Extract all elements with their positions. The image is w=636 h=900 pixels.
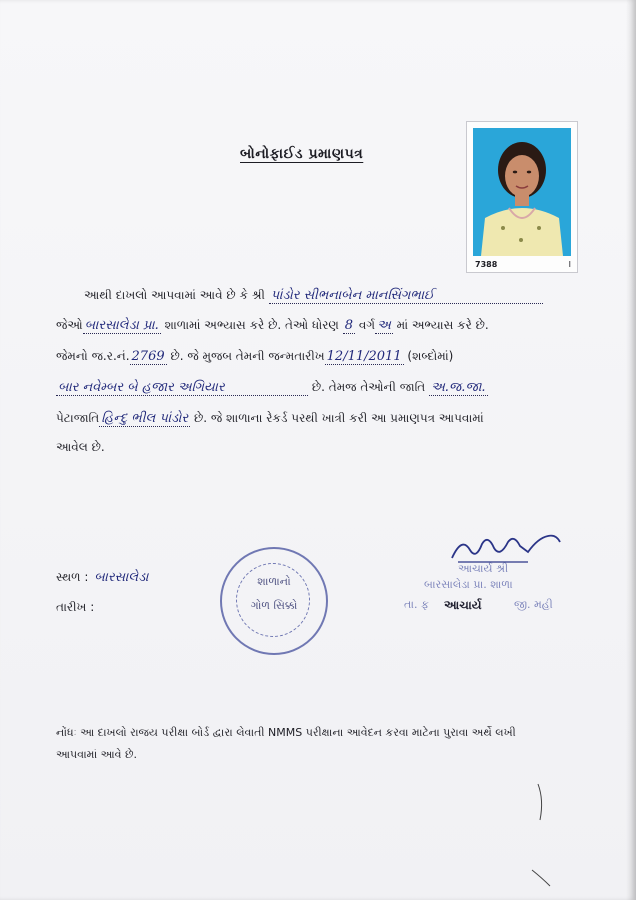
line1-prefix: આથી દાખલો આપવામાં આવે છે કે શ્રી <box>84 288 265 302</box>
register-number: 2769 <box>131 349 165 364</box>
body-line-1 <box>84 288 543 304</box>
line3-suffix: (શબ્દોમાં) <box>407 349 454 363</box>
stamp-line-1: શાળાનો <box>257 575 291 588</box>
photo-mark: I <box>568 260 571 269</box>
student-photo <box>473 128 571 256</box>
body-line-5 <box>56 411 484 426</box>
line6-text: આવેલ છે. <box>56 440 105 454</box>
student-portrait-icon <box>473 128 571 256</box>
school-round-stamp <box>220 547 328 655</box>
body-line-3 <box>56 349 453 364</box>
subcaste-value: હિન્દુ ભીલ પાંડોર <box>101 411 189 426</box>
caste-value: અ.જ.જા. <box>431 380 486 395</box>
line2-suffix: માં અભ્યાસ કરે છે. <box>396 318 489 332</box>
date-of-birth: 12/11/2011 <box>326 349 402 364</box>
line5-prefix: પેટાજાતિ <box>56 411 100 425</box>
line2-mid2: વર્ગ <box>358 318 376 332</box>
line3-prefix: જેમનો જ.ર.નં. <box>56 349 130 363</box>
principal-stamp-line-2: બારસાલેડા પ્રા. શાળા <box>424 578 513 591</box>
principal-stamp-line-1: આચાર્ય શ્રી <box>458 562 509 575</box>
footnote-line-2: આપવામાં આવે છે. <box>56 748 137 761</box>
place-row <box>56 570 150 585</box>
student-photo-frame <box>466 121 578 273</box>
principal-stamp-line-3: તા. ફ <box>404 598 429 611</box>
principal-label: આચાર્ય <box>444 598 482 612</box>
margin-pen-mark-icon <box>520 780 560 890</box>
footnote-line-1: નોંધઃ આ દાખલો રાજય પરીક્ષા બોર્ડ દ્વારા લેવાતી NMMS પરીક્ષાના આવેદન કરવા માટેના પુરાવા અર્થે લખી <box>56 726 516 739</box>
place-value: બારસાલેડા <box>94 570 149 585</box>
line2-mid: શાળામાં અભ્યાસ કરે છે. તેઓ ધોરણ <box>164 318 339 332</box>
body-line-2 <box>56 318 489 333</box>
photo-number: 7388 <box>475 260 498 269</box>
footnote <box>56 722 556 766</box>
dob-in-words: બાર નવેમ્બર બે હજાર અગિયાર <box>56 380 308 396</box>
body-line-6 <box>56 440 105 455</box>
line5-suffix: છે. જે શાળાના રેકર્ડ પરથી ખાત્રી કરી આ પ્રમાણપત્ર આપવામાં <box>193 411 484 425</box>
student-name: પાંડોર સીભનાબેન માનસિંગભાઈ <box>269 288 543 304</box>
body-line-4 <box>56 380 488 396</box>
page-edge-shadow <box>626 0 636 900</box>
date-label: તારીખ : <box>56 600 95 614</box>
line4-mid: છે. તેમજ તેઓની જાતિ <box>311 380 426 394</box>
page-title: બોનોફાઈડ પ્રમાણપત્ર <box>240 146 364 162</box>
line2-prefix: જેઓ <box>56 318 83 332</box>
line3-mid: છે. જે મુજબ તેમની જન્મતારીખ <box>170 349 325 363</box>
principal-stamp-line-3b: જી. મહી <box>514 598 553 611</box>
place-label: સ્થળ : <box>56 570 89 584</box>
stamp-line-2: ગોળ સિક્કો <box>250 599 298 612</box>
standard-value: 8 <box>344 318 353 333</box>
division-value: અ <box>377 318 391 333</box>
date-row <box>56 600 94 615</box>
principal-stamp <box>404 560 574 620</box>
school-name: બારસાલેડા પ્રા. <box>84 318 159 333</box>
